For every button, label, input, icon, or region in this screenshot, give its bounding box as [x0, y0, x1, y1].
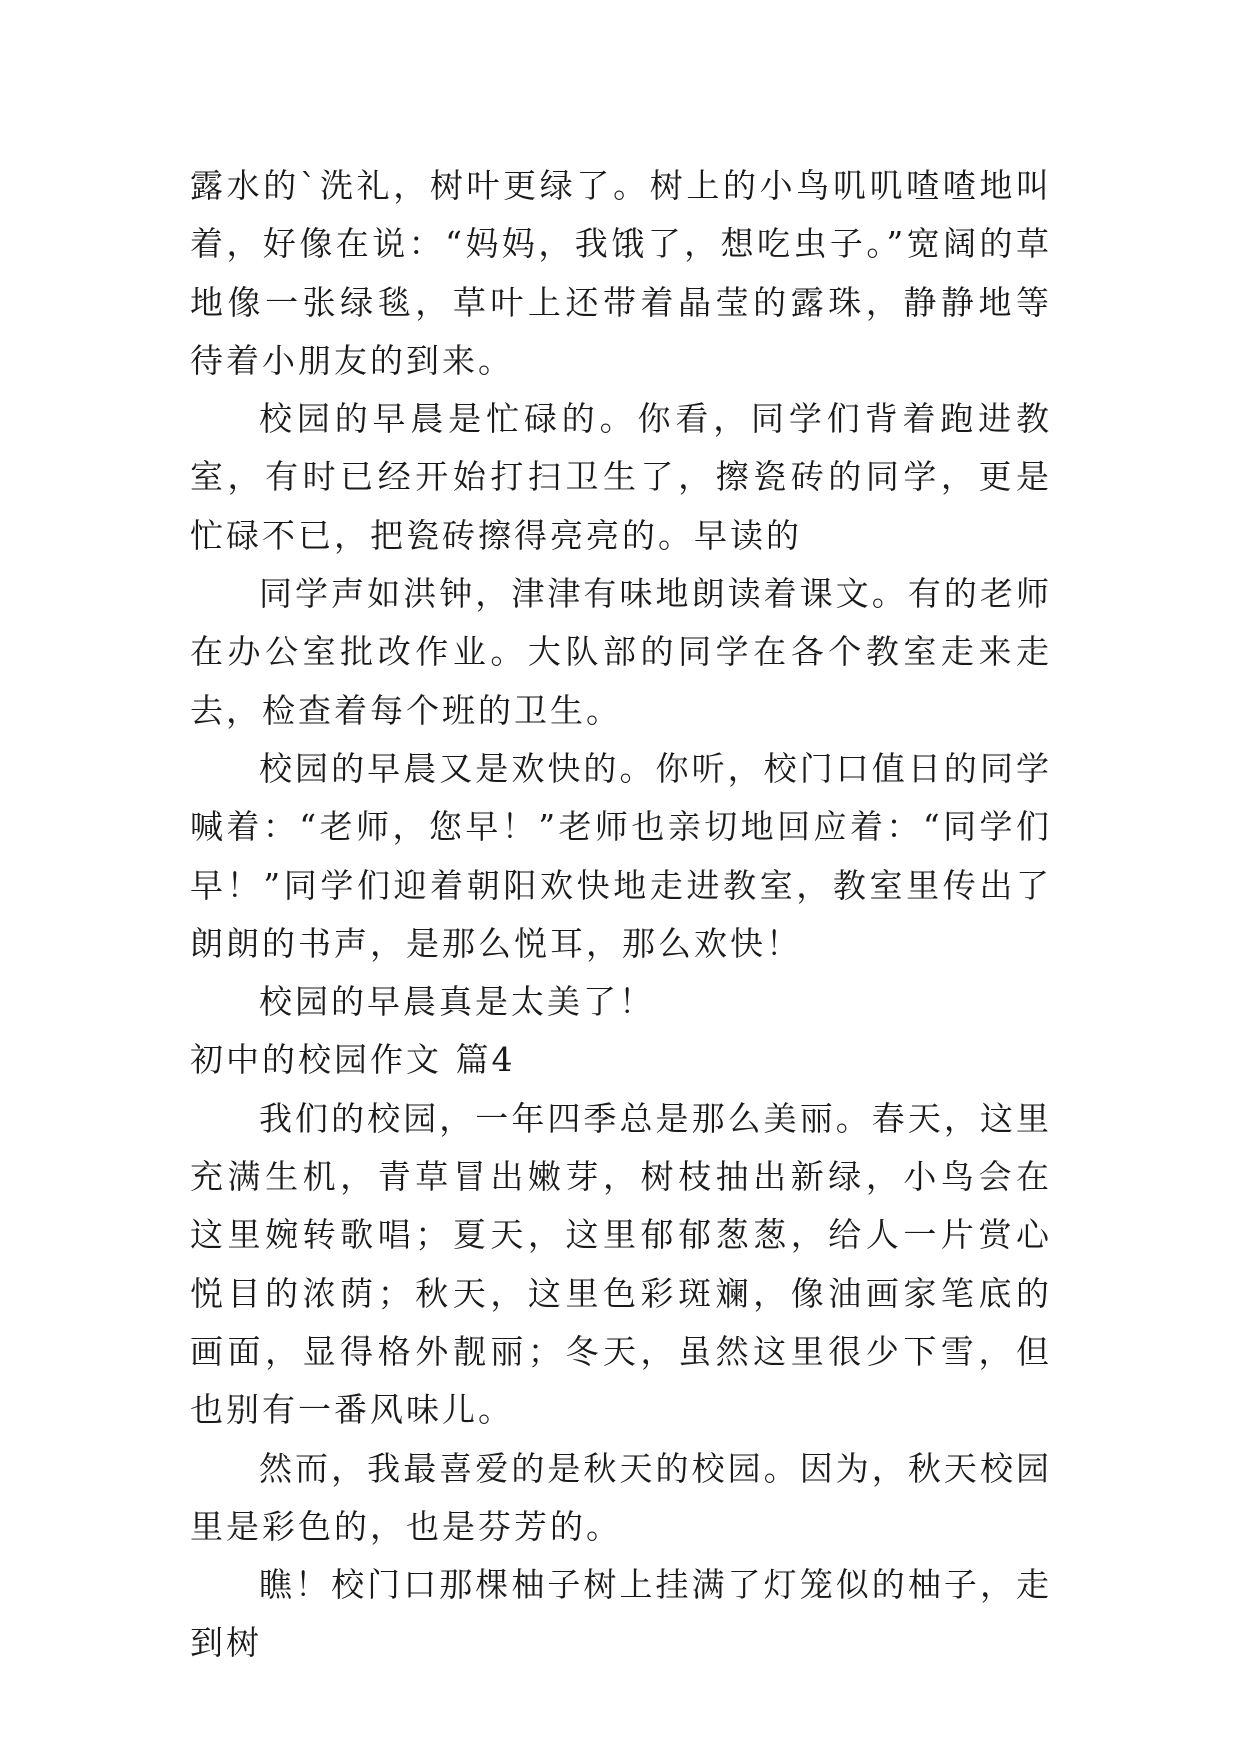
paragraph-3: 同学声如洪钟，津津有味地朗读着课文。有的老师在办公室批改作业。大队部的同学在各个教室走来走去，检查着每个班的卫生。: [190, 574, 1052, 730]
paragraph-5: 校园的早晨真是太美了！: [259, 982, 655, 1022]
paragraph-6: 我们的校园，一年四季总是那么美丽。春天，这里充满生机，青草冒出嫩芽，树枝抽出新绿，小鸟会在这里婉转歌唱；夏天，这里郁郁葱葱，给人一片赏心悦目的浓荫；秋天，这里色彩斑斓，像油画家笔底的画面，显得格外靓丽；冬天，虽然这里很少下雪，但也别有一番风味儿。: [190, 1098, 1052, 1430]
paragraph-2: 校园的早晨是忙碌的。你看，同学们背着跑进教室，有时已经开始打扫卫生了，擦瓷砖的同学，更是忙碌不已，把瓷砖擦得亮亮的。早读的: [190, 399, 1052, 555]
paragraph-7: 然而，我最喜爱的是秋天的校园。因为，秋天校园里是彩色的，也是芬芳的。: [190, 1448, 1052, 1546]
paragraph-1: 露水的`洗礼，树叶更绿了。树上的小鸟叽叽喳喳地叫着，好像在说：“妈妈，我饿了，想吃虫子。”宽阔的草地像一张绿毯，草叶上还带着晶莹的露珠，静静地等待着小朋友的到来。: [190, 166, 1052, 380]
document-page: [190, 157, 1052, 1673]
paragraph-8: 瞧！校门口那棵柚子树上挂满了灯笼似的柚子，走到树: [190, 1565, 1052, 1663]
paragraph-4: 校园的早晨又是欢快的。你听，校门口值日的同学喊着：“老师，您早！”老师也亲切地回应着：“同学们早！”同学们迎着朝阳欢快地走进教室，教室里传出了朗朗的书声，是那么悦耳，那么欢快！: [190, 748, 1052, 963]
section-heading: 初中的校园作文 篇4: [190, 1040, 516, 1080]
